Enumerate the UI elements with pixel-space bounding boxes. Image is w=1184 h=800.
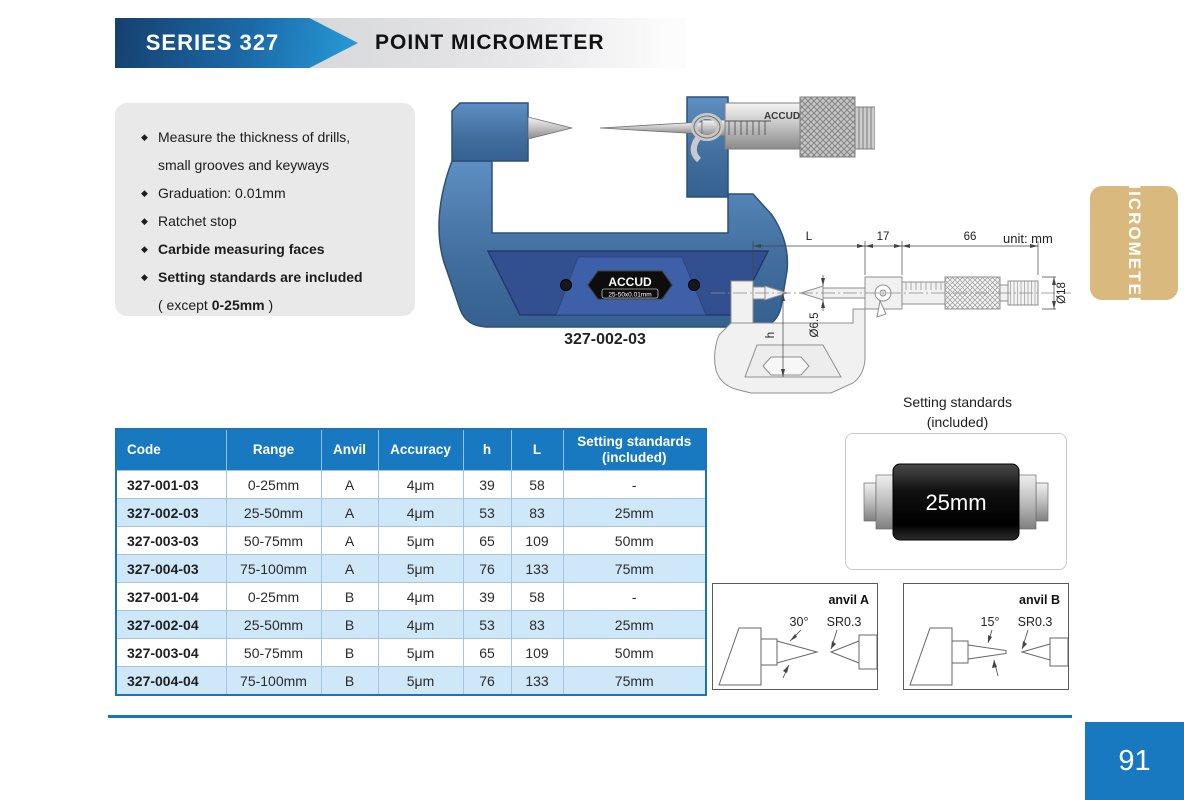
anvil-b-frame-wedge (910, 628, 952, 685)
feature-item: ◆ Carbide measuring faces (141, 235, 393, 263)
anvil-a-spindle (859, 635, 877, 669)
col-header-range: Range (226, 429, 321, 471)
col-header-setting-standards: Setting standards (included) (563, 429, 706, 471)
diamond-bullet-icon: ◆ (141, 216, 148, 226)
range-label-text: 25-50x0.01mm (608, 291, 652, 299)
feature-item: ◆ Ratchet stop (141, 207, 393, 235)
page-number-badge (1085, 722, 1184, 800)
setting-standards-caption: Setting standards (included) (903, 394, 1012, 430)
standard-end-cap (864, 483, 876, 521)
anvil-a-frame-wedge (719, 628, 761, 685)
table-row: 327-004-04 75-100mm B 5μm 76 133 75mm (116, 667, 706, 696)
anvil-b-diagram (903, 583, 1069, 690)
right-point (600, 122, 702, 134)
page-title: POINT MICROMETER (375, 31, 605, 54)
diamond-bullet-icon: ◆ (141, 132, 148, 142)
micrometer-anvil-block (452, 103, 528, 161)
anvil-b-tip-radius: SR0.3 (1017, 615, 1053, 629)
col-header-anvil: Anvil (321, 429, 378, 471)
left-point (528, 117, 572, 139)
drawing-frame-emblem-hex (763, 357, 809, 375)
dim-L: L (805, 231, 813, 243)
diamond-bullet-icon: ◆ (141, 272, 148, 282)
feature-item: ◆ Setting standards are included (141, 263, 393, 291)
brand-on-sleeve: ACCUD (763, 111, 801, 122)
unit-label: unit: mm (1003, 231, 1053, 246)
anvil-a-angle: 30° (789, 615, 809, 629)
drawing-frame-upright (731, 281, 753, 323)
dim-dia18: Ø18 (1056, 282, 1068, 304)
anvil-b-needle (968, 645, 1006, 659)
col-header-code: Code (116, 429, 226, 471)
table-row: 327-001-04 0-25mm B 4μm 39 58 - (116, 583, 706, 611)
series-label: SERIES 327 (145, 30, 280, 55)
table-header-row (116, 429, 706, 471)
col-header-L: L (511, 429, 563, 471)
anvil-a-diagram (712, 583, 878, 690)
feature-item: ◆ Measure the thickness of drills, small grooves and keyways (141, 123, 393, 179)
sleeve (725, 103, 800, 149)
diamond-bullet-icon: ◆ (141, 244, 148, 254)
table-row: 327-001-03 0-25mm A 4μm 39 58 - (116, 471, 706, 499)
table-row: 327-004-03 75-100mm A 5μm 76 133 75mm (116, 555, 706, 583)
brand-label-text: ACCUD (608, 275, 652, 289)
anvil-b-spindle (1050, 638, 1068, 666)
setting-standard-photo (846, 434, 1066, 569)
ratchet-stop (855, 107, 875, 149)
screw (561, 280, 572, 291)
screw (689, 280, 700, 291)
dim-66: 66 (963, 231, 977, 243)
spec-table (115, 428, 707, 696)
table-row: 327-003-04 50-75mm B 5μm 65 109 50mm (116, 639, 706, 667)
anvil-b-spindle-cone (1022, 644, 1050, 660)
anvil-a-label: anvil A (828, 593, 869, 607)
standard-collar (1019, 475, 1036, 529)
col-header-h: h (463, 429, 511, 471)
thimble-knurl (800, 97, 855, 157)
feature-exception-note: ( except 0-25mm ) (158, 297, 274, 313)
setting-standard-box (845, 433, 1067, 570)
anvil-a-anvil (761, 639, 777, 665)
anvil-b-label: anvil B (1019, 593, 1060, 607)
diamond-bullet-icon: ◆ (141, 188, 148, 198)
category-side-tab[interactable] (1090, 174, 1178, 312)
product-code-caption: 327-002-03 (564, 331, 646, 348)
standard-size-label: 25mm (925, 490, 987, 515)
page-number: 91 (1118, 744, 1151, 777)
dimension-drawing (705, 225, 1085, 395)
dim-17: 17 (876, 231, 890, 243)
table-row: 327-002-03 25-50mm A 4μm 53 83 25mm (116, 499, 706, 527)
feature-list (115, 103, 415, 316)
standard-collar (876, 475, 893, 529)
feature-item: ◆ Graduation: 0.01mm (141, 179, 393, 207)
footer-rule (108, 715, 1072, 718)
anvil-b-anvil (952, 641, 968, 663)
category-side-tab-label: MICROMETER (1125, 174, 1144, 312)
dim-h: h (765, 331, 777, 339)
standard-end-cap (1036, 483, 1048, 521)
col-header-accuracy: Accuracy (378, 429, 463, 471)
anvil-b-angle: 15° (980, 615, 1000, 629)
anvil-a-tip-radius: SR0.3 (826, 615, 862, 629)
dim-dia65: Ø6.5 (809, 312, 821, 338)
table-row: 327-003-03 50-75mm A 5μm 65 109 50mm (116, 527, 706, 555)
anvil-a-cone (777, 641, 817, 663)
table-row: 327-002-04 25-50mm B 4μm 53 83 25mm (116, 611, 706, 639)
